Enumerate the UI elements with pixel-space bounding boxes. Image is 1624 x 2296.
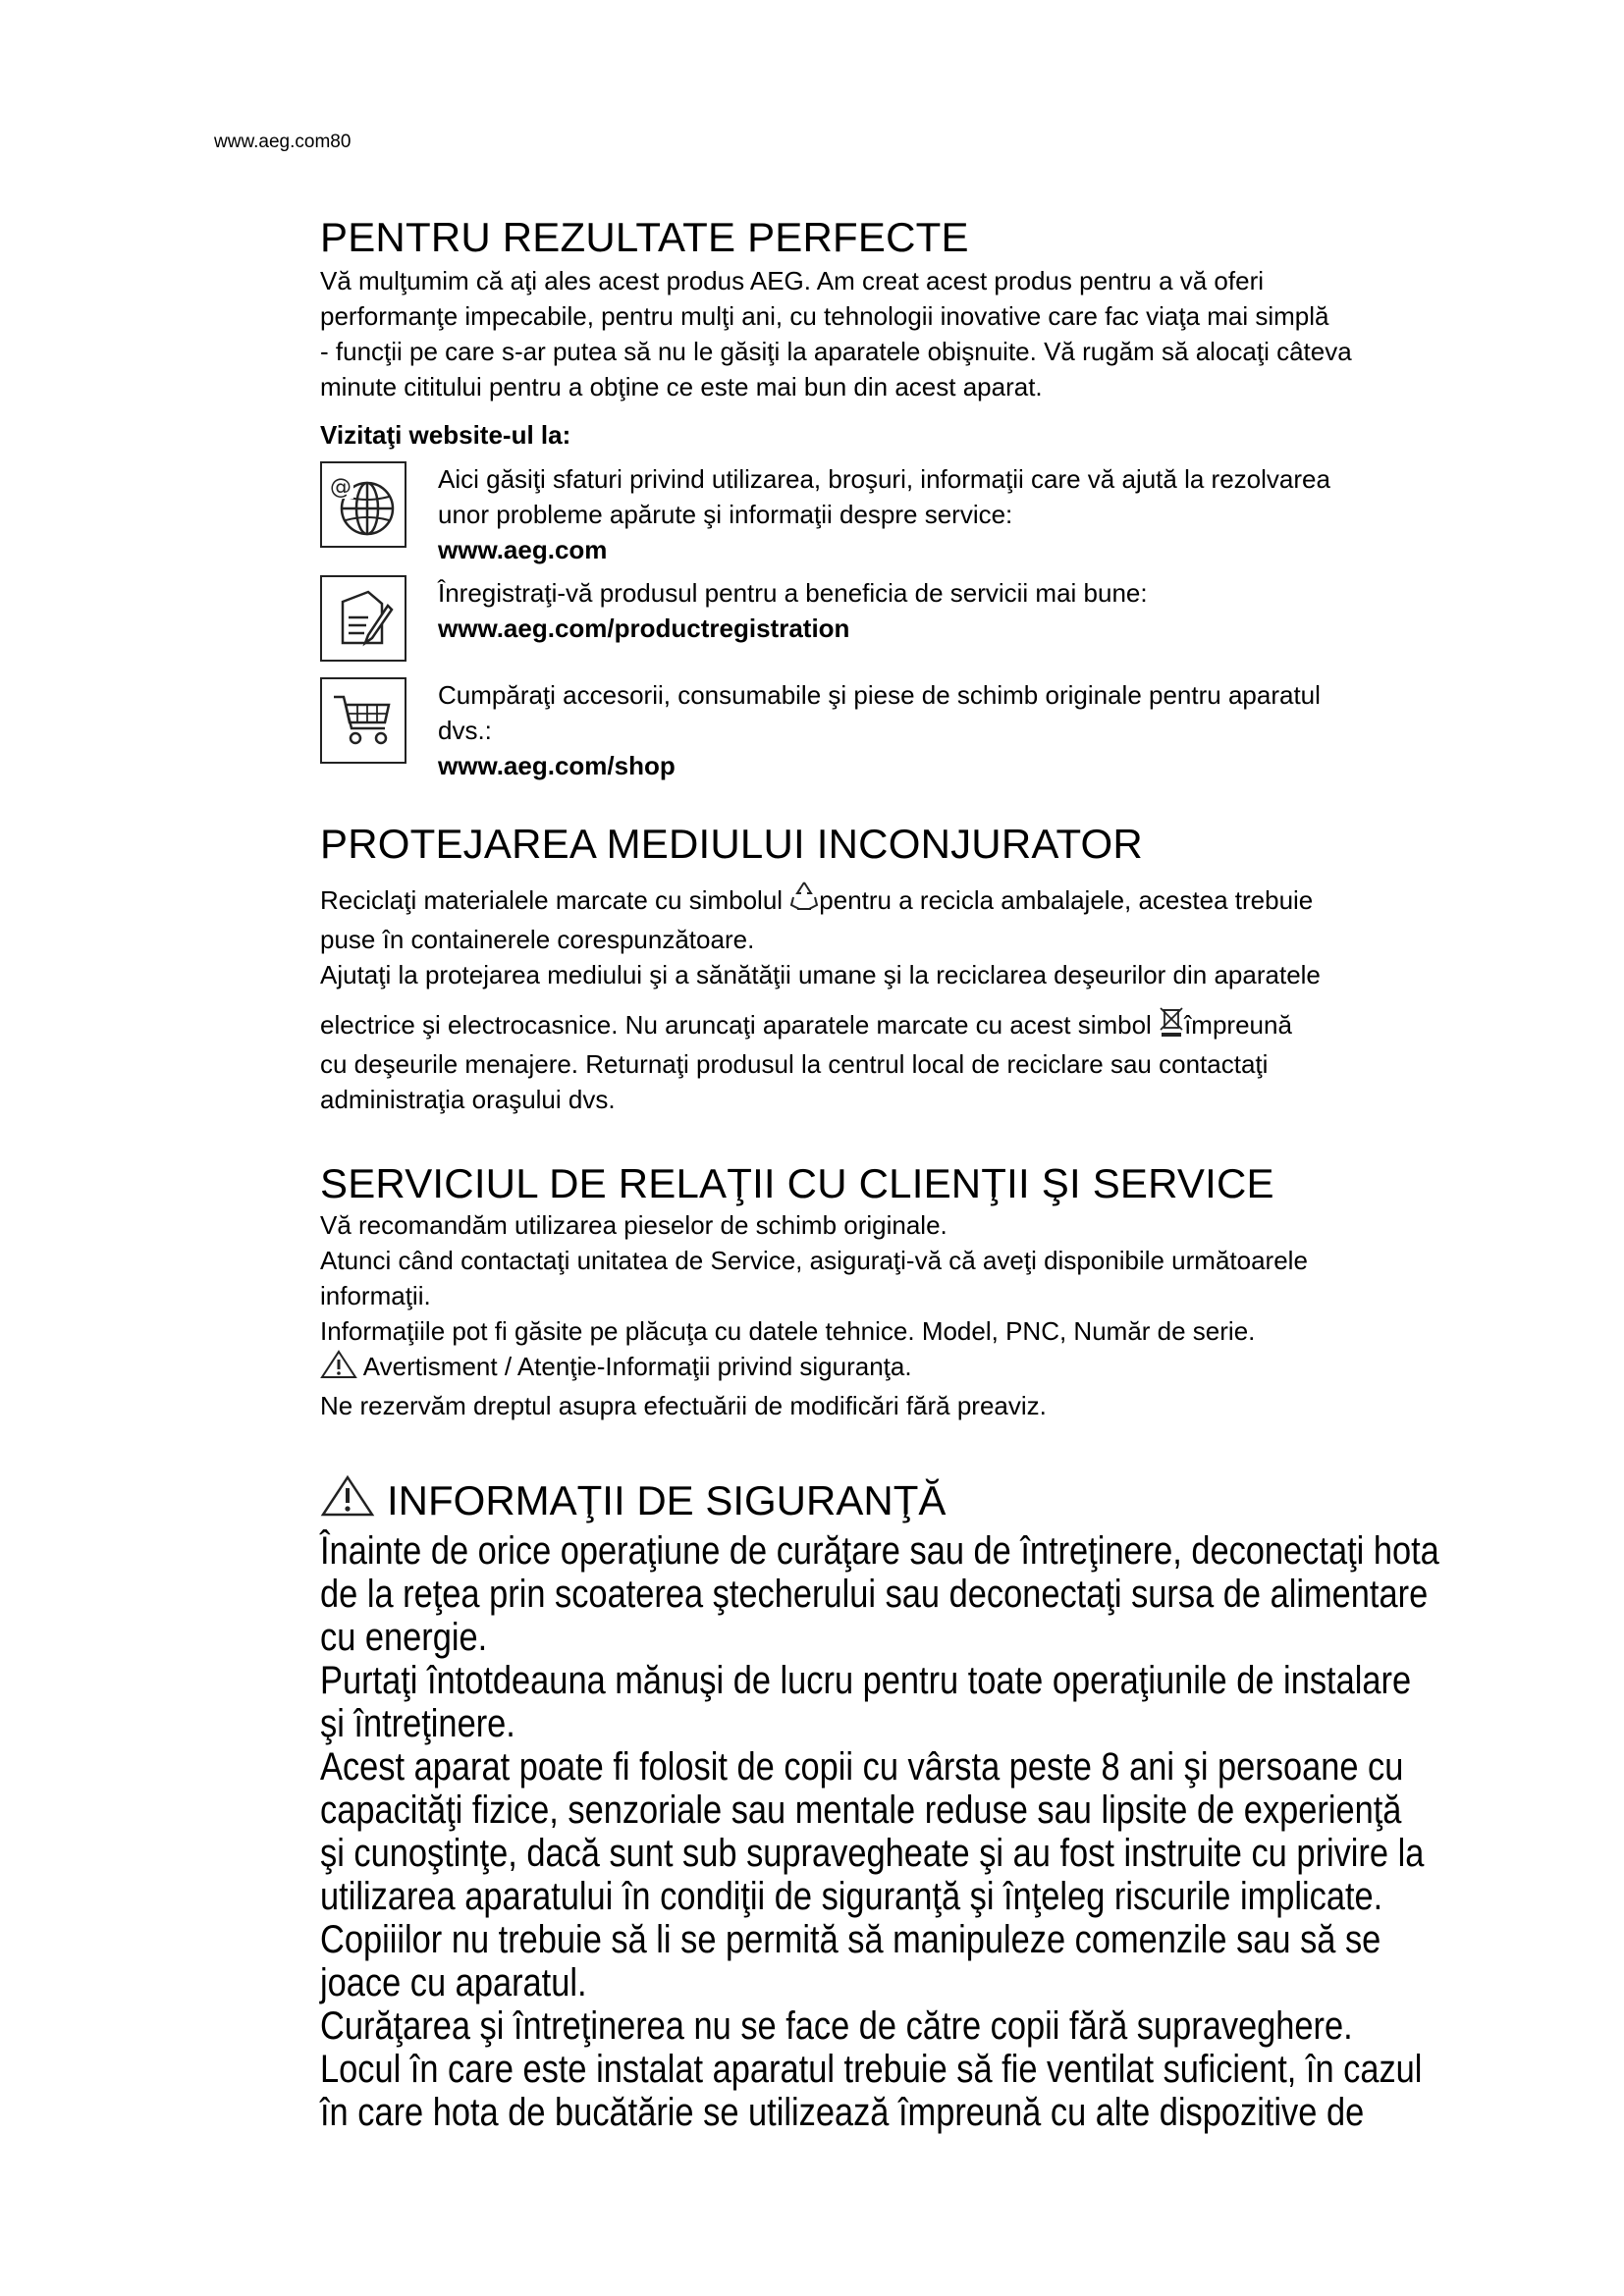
- intro-line: performanţe impecabile, pentru mulţi ani, cu tehnologii inovative care fac viaţa mai simplă: [320, 301, 1329, 331]
- service-warning-line: [320, 1349, 1528, 1388]
- service-line: Vă recomandăm utilizarea pieselor de schimb originale.: [320, 1210, 947, 1240]
- info-line: dvs.:: [438, 716, 492, 745]
- header-url: www.aeg.com80: [214, 132, 352, 152]
- intro-line: - funcţii pe care s-ar putea să nu le găsiţi la aparatele obişnuite. Vă rugăm să alocaţi câteva: [320, 337, 1352, 366]
- service-text: Avertisment / Atenţie-Informaţii privind siguranţa.: [362, 1352, 912, 1381]
- info-text-registration: [438, 575, 1148, 646]
- shopping-cart-icon: [320, 677, 406, 764]
- safety-line: utilizarea aparatului în condiţii de siguranţă şi înţeleg riscurile implicate.: [320, 1875, 1383, 1918]
- env-text: pentru a recicla ambalajele, acestea trebuie: [819, 885, 1314, 915]
- safety-line: joace cu aparatul.: [320, 1961, 587, 2004]
- safety-line: Purtaţi întotdeauna mănuşi de lucru pentru toate operaţiunile de instalare: [320, 1659, 1412, 1702]
- info-line: Înregistraţi-vă produsul pentru a beneficia de servicii mai bune:: [438, 578, 1148, 608]
- safety-line: capacităţi fizice, senzoriale sau mentale reduse sau lipsite de experienţă: [320, 1789, 1402, 1832]
- safety-line: în care hota de bucătărie se utilizează împreună cu alte dispozitive de: [320, 2091, 1365, 2134]
- info-line: Aici găsiţi sfaturi privind utilizarea, broşuri, informaţii care vă ajută la rezolvarea: [438, 464, 1330, 494]
- environment-paragraph: [320, 880, 1528, 1117]
- safety-line: şi cunoştinţe, dacă sunt sub supravegheate şi au fost instruite cu privire la: [320, 1832, 1425, 1875]
- recycle-icon: [789, 880, 819, 922]
- safety-line: Înainte de orice operaţiune de curăţare sau de întreţinere, deconectaţi hota: [320, 1529, 1439, 1573]
- env-line: [320, 1006, 1528, 1046]
- env-line: cu deşeurile menajere. Returnaţi produsul la centrul local de reciclare sau contactaţi: [320, 1049, 1269, 1079]
- link-aeg-shop[interactable]: www.aeg.com/shop: [438, 751, 676, 780]
- safety-line: Locul în care este instalat aparatul trebuie să fie ventilat suficient, în cazul: [320, 2048, 1423, 2091]
- link-aeg-com[interactable]: www.aeg.com: [438, 535, 608, 564]
- env-text: electrice şi electrocasnice. Nu aruncaţi aparatele marcate cu acest simbol: [320, 1010, 1160, 1040]
- env-line: Ajutaţi la protejarea mediului şi a sănătăţii umane şi la reciclarea deşeurilor din aparatele: [320, 960, 1321, 989]
- safety-line: cu energie.: [320, 1616, 488, 1659]
- env-line: administraţia oraşului dvs.: [320, 1085, 616, 1114]
- crossed-bin-icon: [1159, 1006, 1184, 1046]
- warning-triangle-icon: [320, 1350, 357, 1388]
- svg-text:@: @: [330, 475, 352, 500]
- info-line: unor probleme apărute şi informaţii despre service:: [438, 500, 1013, 529]
- info-text-shop: [438, 677, 1321, 783]
- env-line: [320, 880, 1528, 922]
- intro-line: Vă mulţumim că aţi ales acest produs AEG. Am creat acest produs pentru a vă oferi: [320, 266, 1265, 295]
- environment-title: PROTEJAREA MEDIULUI INCONJURATOR: [320, 821, 1143, 867]
- info-text-web: [438, 461, 1330, 567]
- service-line: Atunci când contactaţi unitatea de Service, asiguraţi-vă că aveţi disponibile următoarele: [320, 1246, 1308, 1275]
- service-title: SERVICIUL DE RELAŢII CU CLIENŢII ŞI SERVICE: [320, 1160, 1274, 1206]
- env-line: puse în containerele corespunzătoare.: [320, 925, 755, 954]
- intro-paragraph: [320, 263, 1528, 404]
- safety-line: de la reţea prin scoaterea ştecherului sau deconectaţi sursa de alimentare: [320, 1573, 1429, 1616]
- web-globe-icon: [320, 461, 406, 548]
- registration-note-icon: [320, 575, 406, 662]
- safety-line: Acest aparat poate fi folosit de copii cu vârsta peste 8 ani şi persoane cu: [320, 1745, 1404, 1789]
- safety-line: Copiiilor nu trebuie să li se permită să manipuleze comenzile sau să se: [320, 1918, 1381, 1961]
- service-line: informaţii.: [320, 1281, 431, 1310]
- intro-title: PENTRU REZULTATE PERFECTE: [320, 214, 969, 260]
- env-text: împreună: [1184, 1010, 1292, 1040]
- safety-paragraph: [320, 1529, 1528, 2134]
- safety-title: [320, 1474, 1528, 1527]
- service-line: Ne rezervăm dreptul asupra efectuării de modificări fără preaviz.: [320, 1391, 1047, 1420]
- env-text: Reciclaţi materialele marcate cu simbolul: [320, 885, 790, 915]
- service-paragraph: [320, 1207, 1528, 1423]
- safety-title-text: INFORMAŢII DE SIGURANŢĂ: [387, 1477, 947, 1523]
- safety-line: şi întreţinere.: [320, 1702, 515, 1745]
- service-line: Informaţiile pot fi găsite pe plăcuţa cu datele tehnice. Model, PNC, Număr de serie.: [320, 1316, 1256, 1346]
- link-product-registration[interactable]: www.aeg.com/productregistration: [438, 614, 850, 643]
- intro-line: minute cititului pentru a obţine ce este mai bun din acest aparat.: [320, 372, 1043, 401]
- info-row-shop: [320, 677, 1528, 783]
- warning-triangle-icon: [320, 1474, 375, 1527]
- info-row-web: [320, 461, 1528, 567]
- visit-label: Vizitaţi website-ul la:: [320, 420, 571, 450]
- page-content: [320, 214, 1528, 2134]
- info-row-registration: [320, 575, 1528, 662]
- safety-line: Curăţarea şi întreţinerea nu se face de către copii fără supraveghere.: [320, 2004, 1353, 2048]
- info-line: Cumpăraţi accesorii, consumabile şi piese de schimb originale pentru aparatul: [438, 680, 1321, 710]
